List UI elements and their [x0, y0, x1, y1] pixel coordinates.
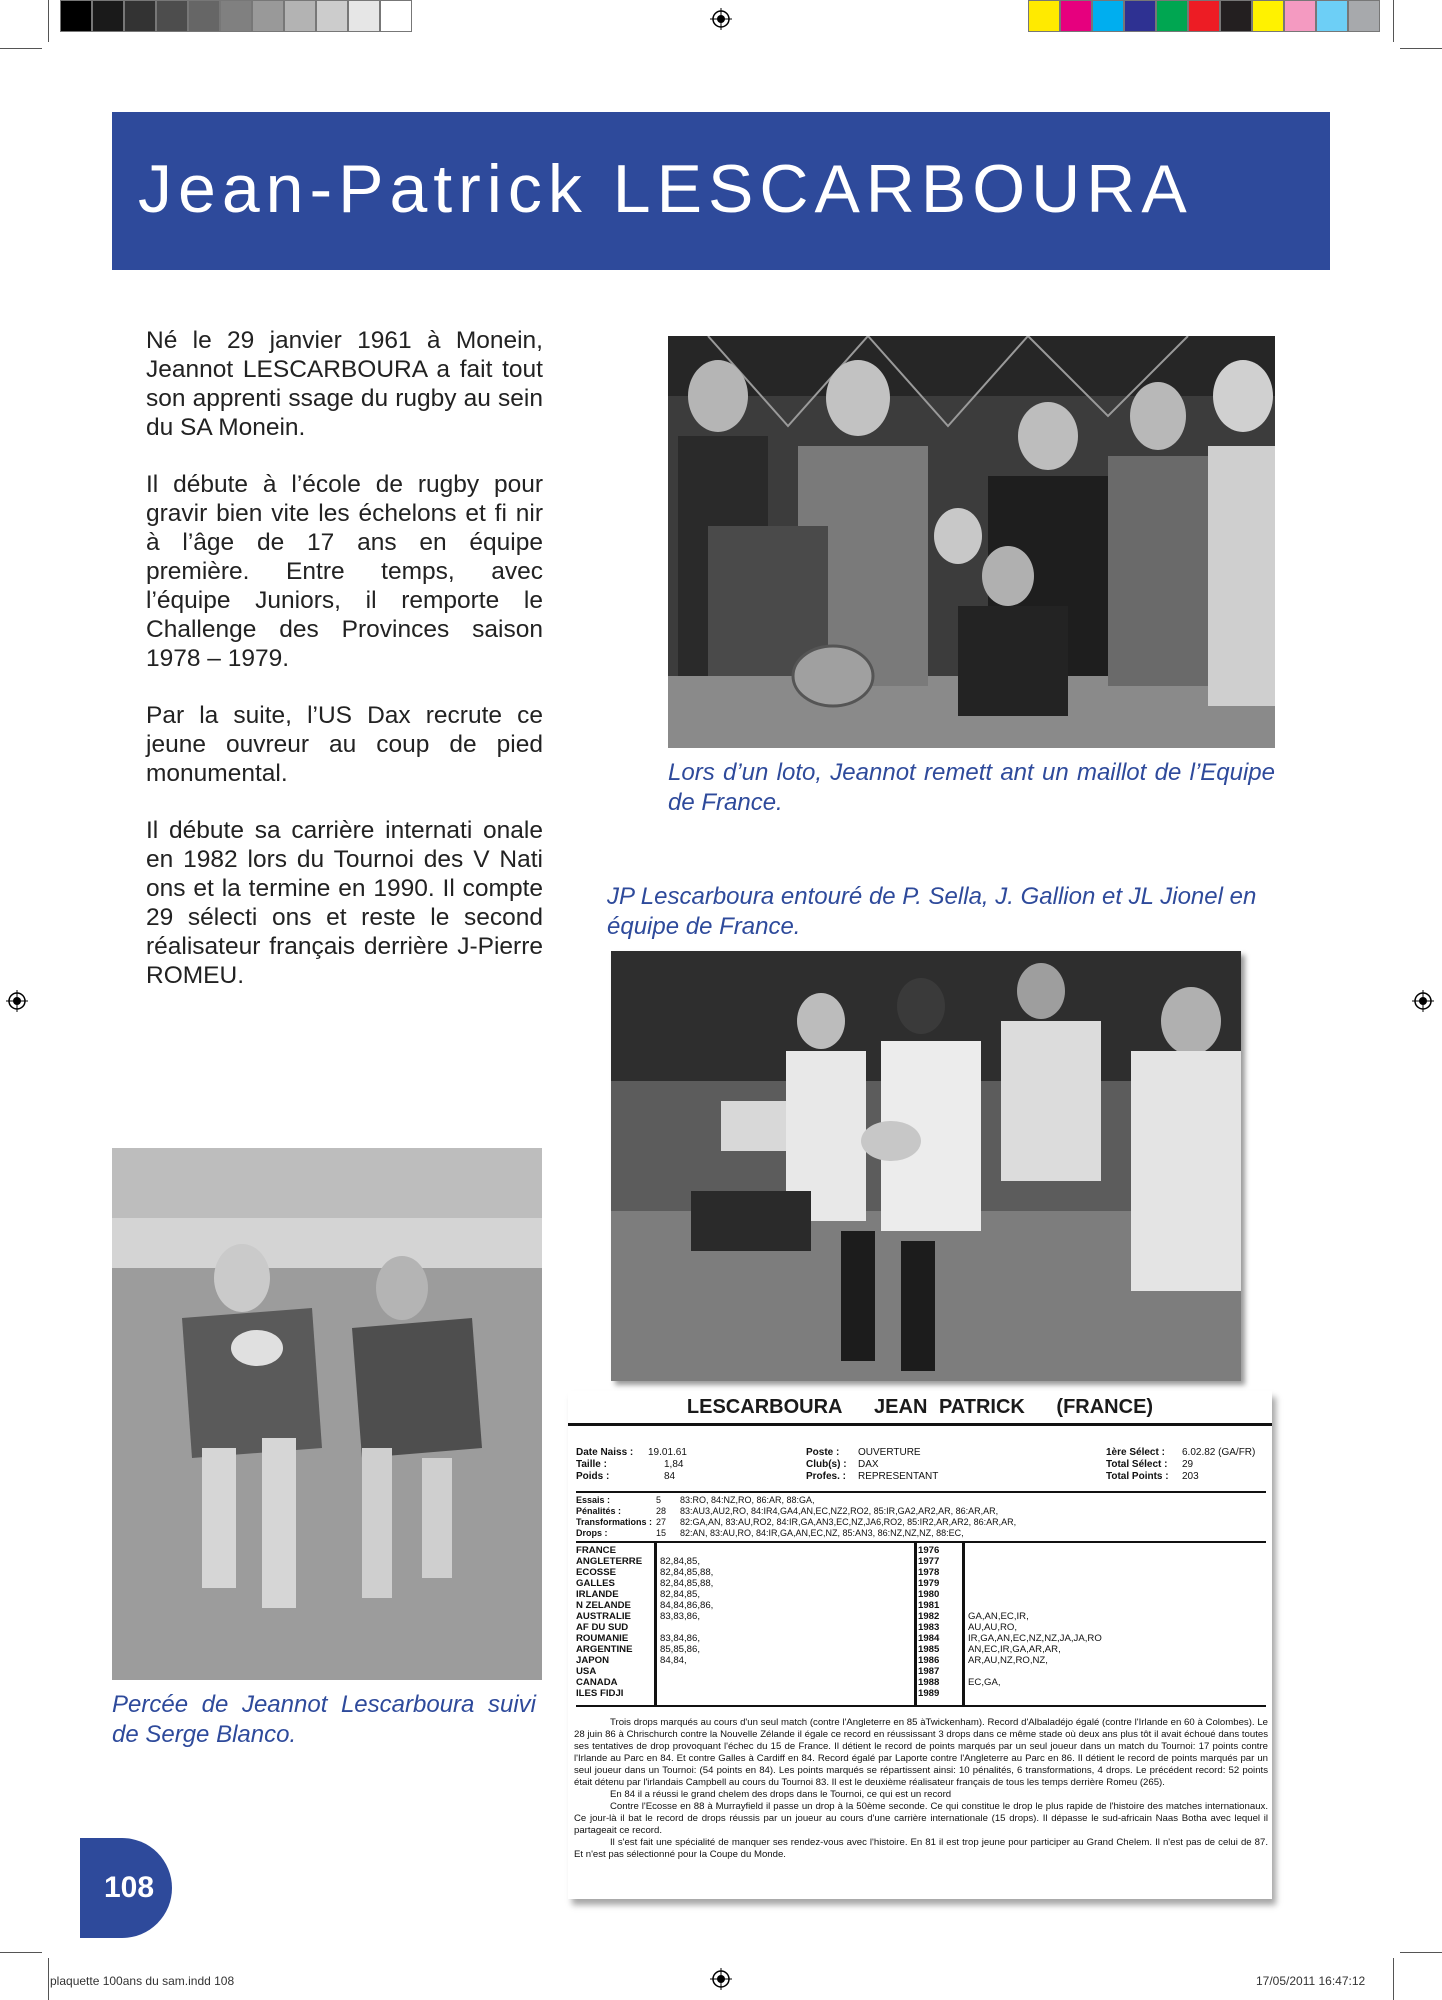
bio-paragraph: Il débute sa carrière internati onale en 1982 lors du Tournoi des V Nati ons et la termine en 1990. Il compte 29 sélecti ons et reste le second réalisateur français derrière J-Pierre ROMEU.	[146, 817, 543, 989]
table-cell: ARGENTINE	[576, 1644, 633, 1655]
crop-mark	[1400, 48, 1442, 49]
page-title: Jean-Patrick LESCARBOURA	[138, 151, 1193, 227]
color-swatch	[60, 0, 92, 32]
caps-table	[576, 1541, 1266, 1707]
loto-photo	[668, 336, 1275, 748]
scoring-detail-text: 83:RO, 84:NZ,RO, 86:AR, 88:GA,	[680, 1495, 815, 1505]
table-cell	[968, 1600, 1258, 1611]
sheet-header	[568, 1391, 1272, 1426]
table-divider	[914, 1543, 917, 1705]
table-cell	[968, 1688, 1258, 1699]
crop-mark	[1393, 0, 1394, 42]
table-cell	[660, 1622, 840, 1633]
table-cell	[968, 1666, 1258, 1677]
color-swatch	[1284, 0, 1316, 32]
info-col-club	[806, 1447, 938, 1483]
table-cell: AF DU SUD	[576, 1622, 629, 1633]
color-swatch	[1316, 0, 1348, 32]
table-cell: AUSTRALIE	[576, 1611, 631, 1622]
table-cell: 82,84,85,88,	[660, 1578, 714, 1589]
sheet-country: (FRANCE)	[1056, 1396, 1154, 1418]
crop-mark	[0, 48, 42, 49]
table-cell: 82,84,85,88,	[660, 1567, 714, 1578]
info-label: Total Points :	[1106, 1471, 1169, 1482]
color-swatch	[1156, 0, 1188, 32]
bio-paragraph: Né le 29 janvier 1961 à Monein, Jeannot LESCARBOURA a fait tout son apprenti ssage du rugby au sein du SA Monein.	[146, 327, 543, 441]
table-cell	[660, 1688, 840, 1699]
table-cell: FRANCE	[576, 1545, 616, 1556]
biography-text	[146, 326, 543, 1018]
table-cell: 1980	[918, 1589, 940, 1600]
records-text	[574, 1717, 1268, 1861]
years-column	[918, 1545, 958, 1699]
info-value: 203	[1182, 1471, 1199, 1482]
records-paragraph: Il s'est fait une spécialité de manquer ses rendez-vous avec l'histoire. En 81 il est trop jeune pour participer au Grand Chelem. Il n'est pas de celui de 87. Et n'est pas sélectionné pour la Coupe du Monde.	[574, 1837, 1268, 1860]
color-swatch	[1092, 0, 1124, 32]
table-cell: 85,85,86,	[660, 1644, 701, 1655]
info-value: 1,84	[664, 1459, 684, 1470]
scoring-count: 15	[656, 1528, 667, 1538]
table-cell	[968, 1556, 1258, 1567]
table-cell	[660, 1677, 840, 1688]
table-cell	[968, 1545, 1258, 1556]
info-col-caps	[1106, 1447, 1255, 1483]
registration-mark-icon	[6, 990, 28, 1012]
bio-paragraph: Par la suite, l’US Dax recrute ce jeune ouvreur au coup de pied monumental.	[146, 702, 543, 787]
table-cell: EC,GA,	[968, 1677, 1001, 1688]
color-swatch	[220, 0, 252, 32]
table-cell: 1981	[918, 1600, 940, 1611]
color-swatch	[1252, 0, 1284, 32]
table-cell: 1979	[918, 1578, 940, 1589]
table-cell: USA	[576, 1666, 597, 1677]
color-swatch	[188, 0, 220, 32]
info-value: OUVERTURE	[858, 1447, 921, 1458]
info-value: DAX	[858, 1459, 879, 1470]
scoring-count: 5	[656, 1495, 662, 1505]
table-cell: 84,84,	[660, 1655, 687, 1666]
table-cell: 1987	[918, 1666, 940, 1677]
table-cell: 1989	[918, 1688, 940, 1699]
table-cell: GALLES	[576, 1578, 615, 1589]
team-years-column	[660, 1545, 840, 1699]
info-value: 6.02.82 (GA/FR)	[1182, 1447, 1256, 1458]
registration-mark-icon	[1412, 990, 1434, 1012]
scoring-label: Transformations :	[576, 1517, 653, 1527]
table-cell: 83,84,86,	[660, 1633, 701, 1644]
records-paragraph: Trois drops marqués au cours d'un seul match (contre l'Angleterre en 85 àTwickenham). Record d'Albaladéjo égalé (contre l'Irlande en 60 à Colombes). Le 28 juin 86 à Chrischurch contre la Nouvelle Zélande il égale ce record en réussissant 3 drops dans ce même stade où deux ans plus tôt il avait échoué dans toutes ses tentatives de drop provoquant l'échec du 15 de France. Il détient le record de points marqués par un seul joueur dans un match du Tournoi: 17 points contre l'Irlande au Parc en 84. Et contre Galles à Cardiff en 84. Record égalé par Laporte contre l'Angleterre au Parc en 86. Il détient le record de points marqués par un seul joueur dans un Tournoi: (54 points en 84). Les points marqués se répartissent ainsi: 10 pénalités, 6 transformations, 4 drops. Le précédent record: 52 points était détenu par l'irlandais Campbell au cours du Tournoi 83. Il est le deuxième réalisateur français de tous les temps derrière Romeu (265).	[574, 1717, 1268, 1788]
records-paragraph: En 84 il a réussi le grand chelem des drops dans le Tournoi, ce qui est un record	[610, 1789, 952, 1800]
page-number-badge	[80, 1838, 172, 1938]
opponents-column	[968, 1545, 1258, 1699]
info-value: 29	[1182, 1459, 1194, 1470]
table-cell: CANADA	[576, 1677, 618, 1688]
sheet-first-name: JEAN PATRICK	[874, 1396, 1025, 1418]
color-swatch	[156, 0, 188, 32]
color-swatch	[1220, 0, 1252, 32]
table-cell: 1983	[918, 1622, 940, 1633]
color-swatch	[1124, 0, 1156, 32]
table-cell: AU,AU,RO,	[968, 1622, 1018, 1633]
table-cell: 82,84,85,	[660, 1589, 701, 1600]
scoring-detail-text: 82:AN, 83:AU,RO, 84:IR,GA,AN,EC,NZ, 85:AN3, 86:NZ,NZ,NZ, 88:EC,	[680, 1528, 964, 1538]
color-swatch	[1028, 0, 1060, 32]
table-cell: 1988	[918, 1677, 940, 1688]
table-cell	[660, 1545, 840, 1556]
info-label: Club(s) :	[806, 1459, 847, 1470]
table-cell: 83,83,86,	[660, 1611, 701, 1622]
table-cell: 1982	[918, 1611, 940, 1622]
color-swatch	[1348, 0, 1380, 32]
table-cell: 1977	[918, 1556, 940, 1567]
scoring-label: Drops :	[576, 1528, 608, 1538]
table-cell	[968, 1567, 1258, 1578]
info-label: Date Naiss :	[576, 1447, 634, 1458]
info-label: 1ère Sélect :	[1106, 1447, 1165, 1458]
registration-mark-icon	[710, 1968, 732, 1990]
table-cell: 1986	[918, 1655, 940, 1666]
table-divider	[962, 1543, 965, 1705]
registration-mark-icon	[710, 8, 732, 30]
grayscale-swatches	[60, 0, 412, 32]
break-caption: Percée de Jeannot Lescarboura suivi de Serge Blanco.	[112, 1691, 536, 1748]
info-label: Taille :	[576, 1459, 607, 1470]
color-swatch	[380, 0, 412, 32]
table-cell: ECOSSE	[576, 1567, 616, 1578]
table-cell: 1985	[918, 1644, 940, 1655]
bio-paragraph: Il débute à l’école de rugby pour gravir bien vite les échelons et fi nir à l’âge de 17 ans en équipe première. Entre temps, avec l’équipe Juniors, il remporte le Challenge des Provinces saison 1978 – 1979.	[146, 471, 543, 672]
statistics-sheet	[568, 1391, 1272, 1899]
table-cell: ILES FIDJI	[576, 1688, 624, 1699]
color-swatch	[252, 0, 284, 32]
records-paragraph: Contre l'Ecosse en 88 à Murrayfield il passe un drop à la 50ème seconde. Ce qui constitue le drop le plus rapide de l'histoire des matches internationaux. Ce jour-là il bat le record de drops réussis par un joueur au cours d'une carrière internationale (15 drops). Il dépasse le sud-africain Naas Botha avec lequel il partageait ce record.	[574, 1801, 1268, 1836]
scoring-count: 28	[656, 1506, 667, 1516]
crop-mark	[0, 1952, 42, 1953]
crop-mark	[48, 1958, 49, 2000]
color-swatches	[1028, 0, 1380, 32]
table-cell: ANGLETERRE	[576, 1556, 643, 1567]
scoring-detail-text: 83:AU3,AU2,RO, 84:IR4,GA4,AN,EC,NZ2,RO2, 85:IR,GA2,AR2,AR, 86:AR,AR,	[680, 1506, 999, 1516]
scoring-detail	[576, 1491, 1266, 1539]
table-cell	[660, 1666, 840, 1677]
scoring-detail-text: 82:GA,AN, 83:AU,RO2, 84:IR,GA,AN3,EC,NZ,JA6,RO2, 85:IR2,AR,AR2, 86:AR,AR,	[680, 1517, 1017, 1527]
color-swatch	[316, 0, 348, 32]
table-cell: 1978	[918, 1567, 940, 1578]
title-banner	[112, 112, 1330, 270]
sheet-name: LESCARBOURA	[686, 1396, 843, 1418]
info-label: Profes. :	[806, 1471, 847, 1482]
table-cell: IRLANDE	[576, 1589, 619, 1600]
table-cell: JAPON	[576, 1655, 610, 1666]
table-cell: 82,84,85,	[660, 1556, 701, 1567]
table-cell: AN,EC,IR,GA,AR,AR,	[968, 1644, 1061, 1655]
scoring-count: 27	[656, 1517, 667, 1527]
table-cell: N ZELANDE	[576, 1600, 631, 1611]
table-cell: AR,AU,NZ,RO,NZ,	[968, 1655, 1048, 1666]
color-swatch	[92, 0, 124, 32]
table-cell: GA,AN,EC,IR,	[968, 1611, 1029, 1622]
color-swatch	[124, 0, 156, 32]
crop-mark	[1400, 1952, 1442, 1953]
slug-file: plaquette 100ans du sam.indd 108	[50, 1974, 235, 1988]
color-swatch	[348, 0, 380, 32]
page-number: 108	[104, 1871, 155, 1904]
team-caption: JP Lescarboura entouré de P. Sella, J. Gallion et JL Jionel en équipe de France.	[607, 883, 1257, 940]
color-swatch	[1060, 0, 1092, 32]
break-photo	[112, 1148, 542, 1680]
table-cell: 84,84,86,86,	[660, 1600, 714, 1611]
crop-mark	[1393, 1958, 1394, 2000]
slug-date: 17/05/2011 16:47:12	[1256, 1974, 1366, 1988]
color-swatch	[1188, 0, 1220, 32]
info-label: Poste :	[806, 1447, 840, 1458]
info-value: 19.01.61	[648, 1447, 687, 1458]
table-cell	[968, 1589, 1258, 1600]
color-swatch	[284, 0, 316, 32]
info-label: Total Sélect :	[1106, 1459, 1168, 1470]
table-cell: IR,GA,AN,EC,NZ,NZ,JA,JA,RO	[968, 1633, 1102, 1644]
table-cell: 1984	[918, 1633, 940, 1644]
scoring-label: Pénalités :	[576, 1506, 622, 1516]
info-value: REPRESENTANT	[858, 1471, 939, 1482]
info-value: 84	[664, 1471, 676, 1482]
teams-column	[576, 1545, 656, 1699]
info-col-personal	[576, 1447, 687, 1483]
scoring-label: Essais :	[576, 1495, 611, 1505]
table-cell	[968, 1578, 1258, 1589]
info-label: Poids :	[576, 1471, 610, 1482]
match-photo	[611, 951, 1241, 1381]
table-cell: 1976	[918, 1545, 940, 1556]
loto-caption: Lors d’un loto, Jeannot remett ant un maillot de l’Equipe de France.	[668, 759, 1275, 816]
table-cell: ROUMANIE	[576, 1633, 629, 1644]
crop-mark	[48, 0, 49, 42]
